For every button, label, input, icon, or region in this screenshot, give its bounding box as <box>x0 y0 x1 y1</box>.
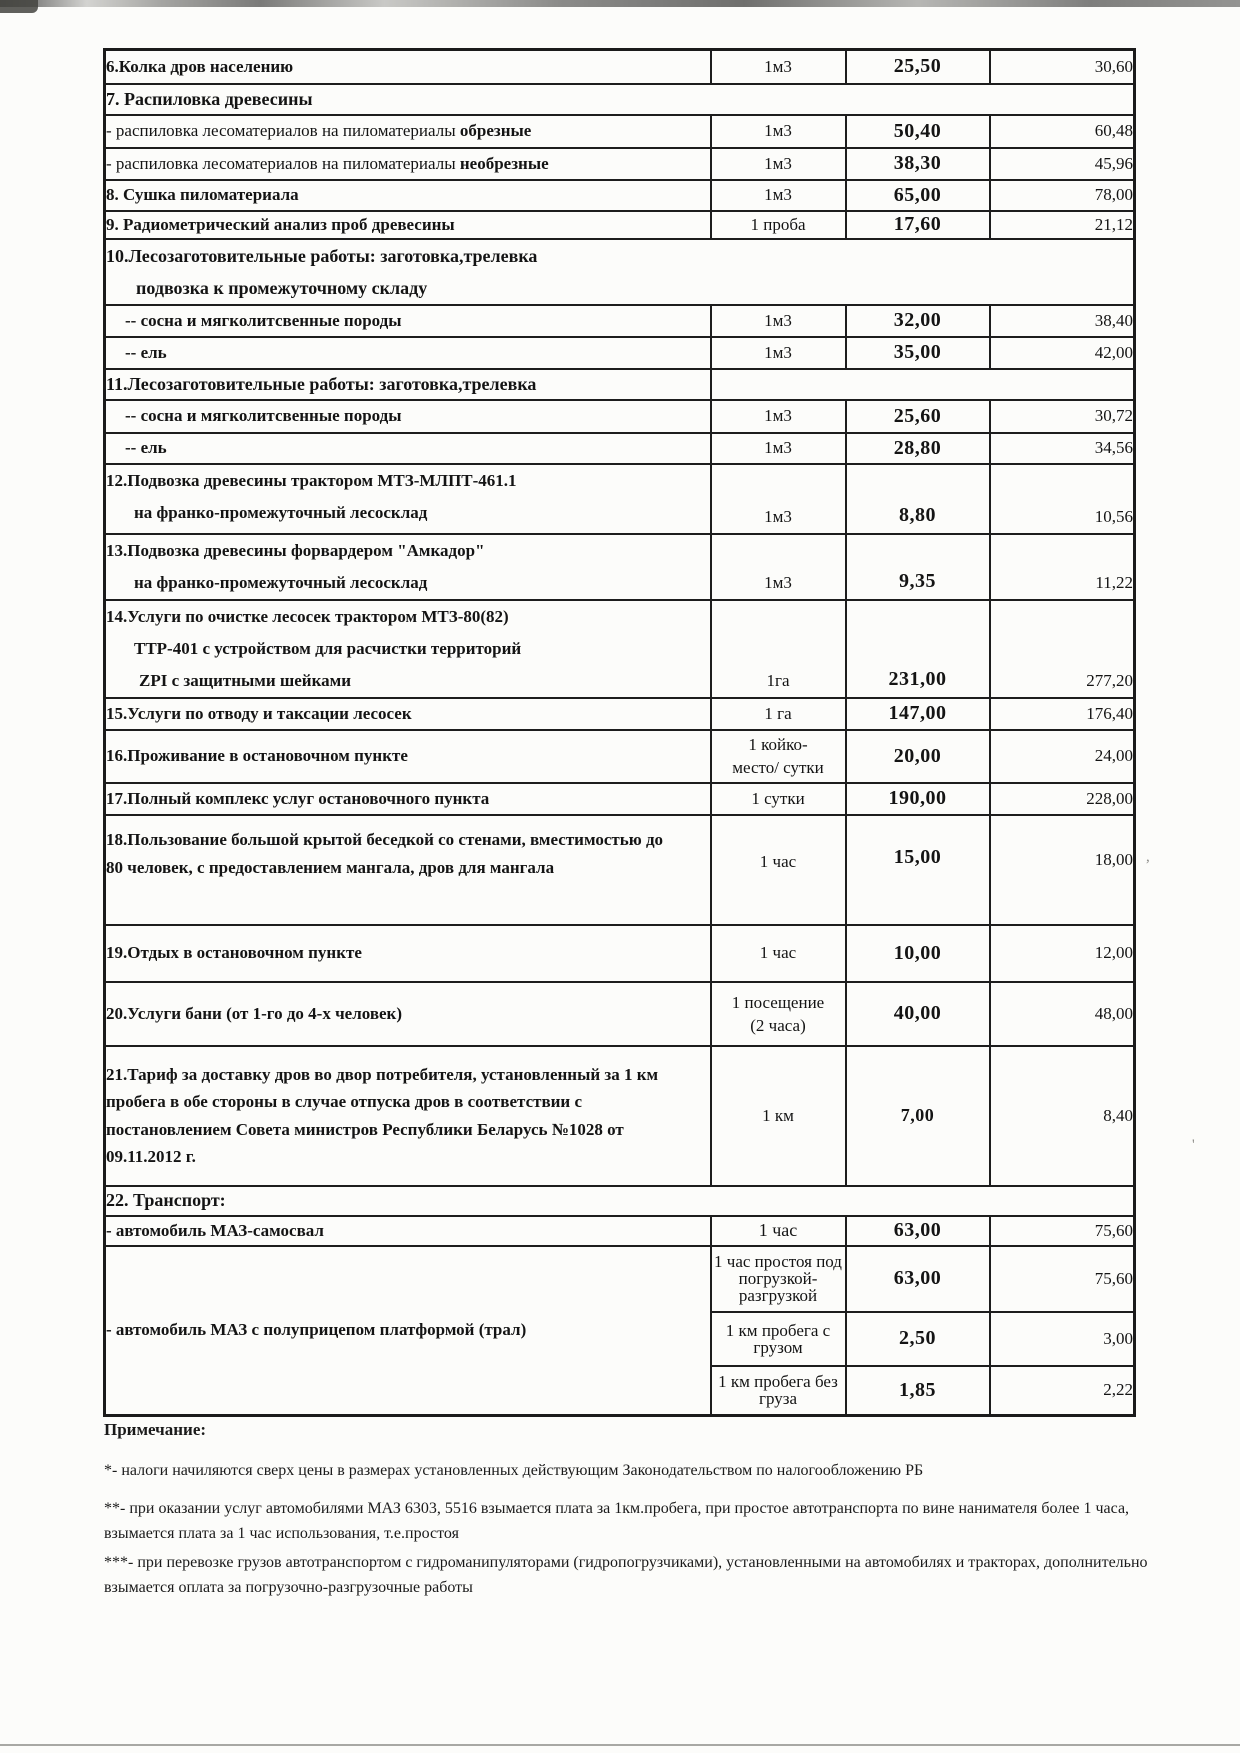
unit-value: 1м3 <box>764 406 792 425</box>
service-label-cell <box>105 815 711 925</box>
service-label-cell <box>105 982 711 1046</box>
service-label: -- ель <box>125 342 167 362</box>
price-base: 10,00 <box>893 941 942 964</box>
price-base: 25,50 <box>893 55 942 78</box>
price-vat-cell <box>990 698 1135 730</box>
unit-value-line1: 1 койко- <box>748 735 808 754</box>
price-with-vat: 18,00 <box>1094 849 1133 869</box>
empty-cell <box>711 369 1135 400</box>
scan-speck-1: ' <box>1192 1137 1195 1153</box>
price-vat-cell <box>990 925 1135 982</box>
price-base-cell <box>846 815 990 925</box>
service-label: 6.Колка дров населению <box>106 56 294 76</box>
price-vat-cell <box>990 1246 1135 1312</box>
unit-value: 1га <box>766 670 790 690</box>
table-row-7b <box>105 148 1135 180</box>
price-base: 63,00 <box>893 1267 942 1289</box>
table-row-13 <box>105 534 1135 600</box>
price-base-cell <box>846 400 990 433</box>
service-label: 21.Тариф за доставку дров во двор потребителя, установленный за 1 км пробега в обе стороны в случае отпуска дров в соответствии с постановлением Совета министров Республики Беларусь №1028 от 09.11.2012 г. <box>106 1064 659 1166</box>
note-3: ***- при перевозке грузов автотранспортом с гидроманипуляторами (гидропогрузчиками), установленными на автомобилях и тракторах, дополнительно взымается оплата за погрузочно-разгрузочные работы <box>104 1554 1148 1596</box>
price-base-cell <box>846 180 990 211</box>
section-header-cell <box>105 84 1135 115</box>
table-row-12 <box>105 464 1135 534</box>
scan-artifact-top <box>0 0 1240 7</box>
unit-value: 1 проба <box>750 214 806 234</box>
price-base-cell <box>846 783 990 815</box>
service-label-line1: 13.Подвозка древесины форвардером "Амкадор" <box>106 540 485 560</box>
price-base-cell <box>846 730 990 783</box>
service-label-cell <box>105 180 711 211</box>
section-label: 22. Транспорт: <box>106 1190 226 1210</box>
unit-cell <box>711 115 846 148</box>
table-row-22a <box>105 1216 1135 1246</box>
price-base: 1,85 <box>899 1378 936 1401</box>
service-label-cell <box>105 464 711 534</box>
price-base: 9,35 <box>899 569 936 592</box>
unit-value-line2: место/ сутки <box>732 758 824 777</box>
service-label-cell <box>105 50 711 84</box>
unit-cell <box>711 400 846 433</box>
price-base-cell <box>846 148 990 180</box>
price-base: 25,60 <box>893 404 942 427</box>
price-with-vat: 3,00 <box>1103 1328 1133 1348</box>
price-base: 20,00 <box>893 744 942 767</box>
table-row-19 <box>105 925 1135 982</box>
price-vat-cell <box>990 337 1135 369</box>
price-base-cell <box>846 600 990 698</box>
service-label-cell <box>105 783 711 815</box>
service-label-line2: ТТР-401 с устройством для расчистки территорий <box>134 638 522 658</box>
service-label: -- сосна и мягколитсвенные породы <box>125 406 402 425</box>
price-with-vat: 24,00 <box>1094 746 1133 765</box>
note-1: *- налоги начиляются сверх цены в размерах установленных действующим Законодательством по налогообложению РБ <box>104 1462 924 1479</box>
service-label-cell <box>105 1046 711 1186</box>
service-label-cell <box>105 1246 711 1416</box>
unit-cell <box>711 211 846 239</box>
table-row-9 <box>105 211 1135 239</box>
price-with-vat: 60,48 <box>1094 121 1133 140</box>
service-label-cell <box>105 211 711 239</box>
scan-speck-2: , <box>1146 849 1150 865</box>
service-label: 18.Пользование большой крытой беседкой со стенами, вместимостью до 80 человек, с предоставлением мангала, дров для мангала <box>106 829 664 877</box>
unit-cell <box>711 783 846 815</box>
price-base: 50,40 <box>893 119 942 142</box>
notes-title: Примечание: <box>104 1420 207 1439</box>
table-row-11a <box>105 400 1135 433</box>
unit-cell <box>711 305 846 337</box>
unit-cell <box>711 433 846 464</box>
price-base-cell <box>846 464 990 534</box>
table-row-16 <box>105 730 1135 783</box>
price-base: 32,00 <box>893 309 942 331</box>
unit-value-line3: разгрузкой <box>738 1286 818 1305</box>
price-with-vat: 30,72 <box>1094 406 1133 425</box>
unit-value: 1м3 <box>764 121 792 140</box>
service-label-cell <box>105 1216 711 1246</box>
unit-value-line1: 1 час простоя под <box>714 1252 842 1271</box>
service-label: -- ель <box>125 438 167 457</box>
unit-cell <box>711 982 846 1046</box>
price-base: 17,60 <box>893 213 942 235</box>
service-label-cell <box>105 730 711 783</box>
price-with-vat: 75,60 <box>1094 1268 1133 1288</box>
service-label: 8. Сушка пиломатериала <box>106 185 299 204</box>
unit-cell <box>711 698 846 730</box>
price-base: 65,00 <box>893 183 942 206</box>
price-base: 15,00 <box>893 845 942 868</box>
unit-value-line2: груза <box>758 1389 797 1409</box>
table-row-14 <box>105 600 1135 698</box>
price-with-vat: 38,40 <box>1094 310 1133 330</box>
price-vat-cell <box>990 305 1135 337</box>
price-base-cell <box>846 698 990 730</box>
service-label-bold: обрезные <box>459 121 532 140</box>
table-row-22b-sub1 <box>105 1246 1135 1312</box>
price-vat-cell <box>990 148 1135 180</box>
price-base: 35,00 <box>893 341 942 363</box>
price-vat-cell <box>990 464 1135 534</box>
unit-value: 1м3 <box>764 153 792 173</box>
service-label: - автомобиль МАЗ-самосвал <box>106 1220 324 1240</box>
service-label-bold: необрезные <box>459 153 549 173</box>
service-label-cell <box>105 925 711 982</box>
unit-cell <box>711 925 846 982</box>
price-base: 40,00 <box>893 1002 942 1024</box>
price-vat-cell <box>990 783 1135 815</box>
scan-artifact-top-blob <box>0 0 38 13</box>
price-vat-cell <box>990 433 1135 464</box>
unit-cell <box>711 1046 846 1186</box>
service-label: - автомобиль МАЗ с полуприцепом платформой (трал) <box>106 1320 527 1340</box>
service-label-line1: 14.Услуги по очистке лесосек трактором МТЗ-80(82) <box>106 606 509 626</box>
service-label-line1: 12.Подвозка древесины трактором МТЗ-МЛПТ-461.1 <box>106 470 517 490</box>
unit-cell <box>711 534 846 600</box>
price-base-cell <box>846 211 990 239</box>
price-with-vat: 228,00 <box>1086 788 1133 808</box>
unit-value: 1м3 <box>764 56 792 76</box>
price-base: 28,80 <box>893 436 942 459</box>
service-label: 20.Услуги бани (от 1-го до 4-х человек) <box>106 1003 403 1023</box>
price-base: 63,00 <box>893 1219 942 1241</box>
price-vat-cell <box>990 600 1135 698</box>
price-vat-cell <box>990 180 1135 211</box>
service-label-line2: на франко-промежуточный лесосклад <box>134 502 428 522</box>
unit-value: 1 км <box>762 1105 794 1125</box>
price-base-cell <box>846 925 990 982</box>
price-with-vat: 30,60 <box>1094 56 1133 76</box>
table-row-22-section <box>105 1186 1135 1216</box>
service-label-cell <box>105 148 711 180</box>
table-row-11-section <box>105 369 1135 400</box>
table-row-20 <box>105 982 1135 1046</box>
unit-value: 1 сутки <box>751 788 805 808</box>
service-label: -- сосна и мягколитсвенные породы <box>125 310 402 330</box>
note-2: **- при оказании услуг автомобилями МАЗ 6303, 5516 взымается плата за 1км.пробега, при простое автотранспорта по вине нанимателя более 1 часа, взымается плата за 1 час использования, т.е.простоя <box>104 1500 1130 1542</box>
price-base-cell <box>846 115 990 148</box>
price-with-vat: 2,22 <box>1103 1380 1133 1400</box>
unit-value: 1м3 <box>764 310 792 330</box>
table-row-17 <box>105 783 1135 815</box>
section-label-line2: подвозка к промежуточному складу <box>136 277 428 298</box>
section-label: 7. Распиловка древесины <box>106 88 313 109</box>
price-vat-cell <box>990 115 1135 148</box>
price-base-cell <box>846 305 990 337</box>
unit-cell <box>711 148 846 180</box>
unit-value: 1 час <box>758 1220 798 1240</box>
service-label: 9. Радиометрический анализ проб древесины <box>106 214 455 234</box>
unit-value-line2: (2 часа) <box>750 1015 806 1035</box>
unit-cell <box>711 1312 846 1366</box>
price-vat-cell <box>990 50 1135 84</box>
price-base: 190,00 <box>888 787 947 809</box>
unit-value: 1м3 <box>764 438 792 457</box>
unit-cell <box>711 1366 846 1416</box>
price-base-cell <box>846 1216 990 1246</box>
price-with-vat: 78,00 <box>1094 185 1133 204</box>
service-label-cell <box>105 698 711 730</box>
price-base: 231,00 <box>888 667 947 690</box>
price-base-cell <box>846 1246 990 1312</box>
section-header-cell <box>105 239 1135 305</box>
price-base-cell <box>846 337 990 369</box>
unit-value: 1м3 <box>764 572 792 592</box>
price-vat-cell <box>990 1312 1135 1366</box>
price-vat-cell <box>990 1046 1135 1186</box>
price-base-cell <box>846 1046 990 1186</box>
unit-value-line2: грузом <box>753 1337 803 1357</box>
table-row-15 <box>105 698 1135 730</box>
price-vat-cell <box>990 730 1135 783</box>
price-with-vat: 10,56 <box>1094 506 1133 526</box>
unit-value-line1: 1 посещение <box>731 992 825 1012</box>
price-with-vat: 176,40 <box>1086 703 1133 723</box>
table-row-18 <box>105 815 1135 925</box>
unit-value-line1: 1 км пробега без <box>718 1372 838 1392</box>
table-row-7-section <box>105 84 1135 115</box>
unit-value: 1м3 <box>764 506 792 526</box>
price-base: 2,50 <box>899 1327 936 1349</box>
unit-cell <box>711 464 846 534</box>
unit-value: 1м3 <box>764 342 792 362</box>
price-with-vat: 11,22 <box>1095 572 1133 592</box>
table-row-11b <box>105 433 1135 464</box>
service-label-line2: на франко-промежуточный лесосклад <box>134 572 428 592</box>
unit-value: 1 час <box>759 943 797 962</box>
service-label-line3: ZPI с защитными шейками <box>139 670 352 690</box>
price-with-vat: 8,40 <box>1103 1105 1133 1125</box>
table-row-21 <box>105 1046 1135 1186</box>
service-label-cell <box>105 534 711 600</box>
unit-value: 1м3 <box>764 185 792 204</box>
price-base-cell <box>846 433 990 464</box>
table-row-10a <box>105 305 1135 337</box>
price-base: 8,80 <box>899 503 936 526</box>
price-base: 147,00 <box>888 702 947 724</box>
table-row-6 <box>105 50 1135 84</box>
price-with-vat: 34,56 <box>1094 438 1133 457</box>
scan-artifact-bottom <box>0 1744 1240 1746</box>
price-vat-cell <box>990 400 1135 433</box>
price-vat-cell <box>990 1216 1135 1246</box>
price-with-vat: 48,00 <box>1094 1003 1133 1023</box>
price-base-cell <box>846 534 990 600</box>
price-vat-cell <box>990 1366 1135 1416</box>
section-label: 11.Лесозаготовительные работы: заготовка,трелевка <box>106 373 537 394</box>
service-label-cell <box>105 600 711 698</box>
price-with-vat: 75,60 <box>1094 1220 1133 1240</box>
service-label: 17.Полный комплекс услуг остановочного пункта <box>106 788 490 808</box>
table-row-8 <box>105 180 1135 211</box>
price-vat-cell <box>990 982 1135 1046</box>
price-with-vat: 277,20 <box>1086 670 1133 690</box>
service-label: 16.Проживание в остановочном пункте <box>106 746 408 765</box>
price-with-vat: 12,00 <box>1094 943 1133 962</box>
price-base-cell <box>846 50 990 84</box>
price-vat-cell <box>990 534 1135 600</box>
unit-cell <box>711 600 846 698</box>
price-base-cell <box>846 1366 990 1416</box>
table-row-7a <box>105 115 1135 148</box>
service-label-cell <box>105 433 711 464</box>
service-label: 19.Отдых в остановочном пункте <box>106 943 362 962</box>
service-label-cell <box>105 305 711 337</box>
unit-cell <box>711 1216 846 1246</box>
service-label: - распиловка лесоматериалов на пиломатериалы <box>106 121 460 140</box>
unit-value-line2: погрузкой- <box>738 1269 818 1288</box>
price-with-vat: 45,96 <box>1094 153 1133 173</box>
price-with-vat: 42,00 <box>1094 342 1133 362</box>
service-label: - распиловка лесоматериалов на пиломатериалы <box>106 153 460 173</box>
section-label-line1: 10.Лесозаготовительные работы: заготовка,трелевка <box>106 245 538 266</box>
service-label-cell <box>105 115 711 148</box>
section-header-cell <box>105 369 711 400</box>
unit-value-line1: 1 км пробега с <box>725 1320 831 1340</box>
unit-cell <box>711 1246 846 1312</box>
unit-cell <box>711 50 846 84</box>
unit-value: 1 га <box>764 703 792 723</box>
service-label-cell <box>105 337 711 369</box>
price-table <box>103 48 1136 1417</box>
price-vat-cell <box>990 815 1135 925</box>
price-base: 7,00 <box>900 1105 935 1125</box>
price-base-cell <box>846 1312 990 1366</box>
service-label-cell <box>105 400 711 433</box>
unit-cell <box>711 337 846 369</box>
table-row-10-section <box>105 239 1135 305</box>
unit-cell <box>711 180 846 211</box>
price-with-vat: 21,12 <box>1094 214 1133 234</box>
unit-cell <box>711 815 846 925</box>
unit-cell <box>711 730 846 783</box>
price-vat-cell <box>990 211 1135 239</box>
price-base: 38,30 <box>893 152 942 174</box>
unit-value: 1 час <box>759 851 797 871</box>
price-base-cell <box>846 982 990 1046</box>
section-header-cell <box>105 1186 1135 1216</box>
table-row-10b <box>105 337 1135 369</box>
service-label: 15.Услуги по отводу и таксации лесосек <box>106 703 412 723</box>
